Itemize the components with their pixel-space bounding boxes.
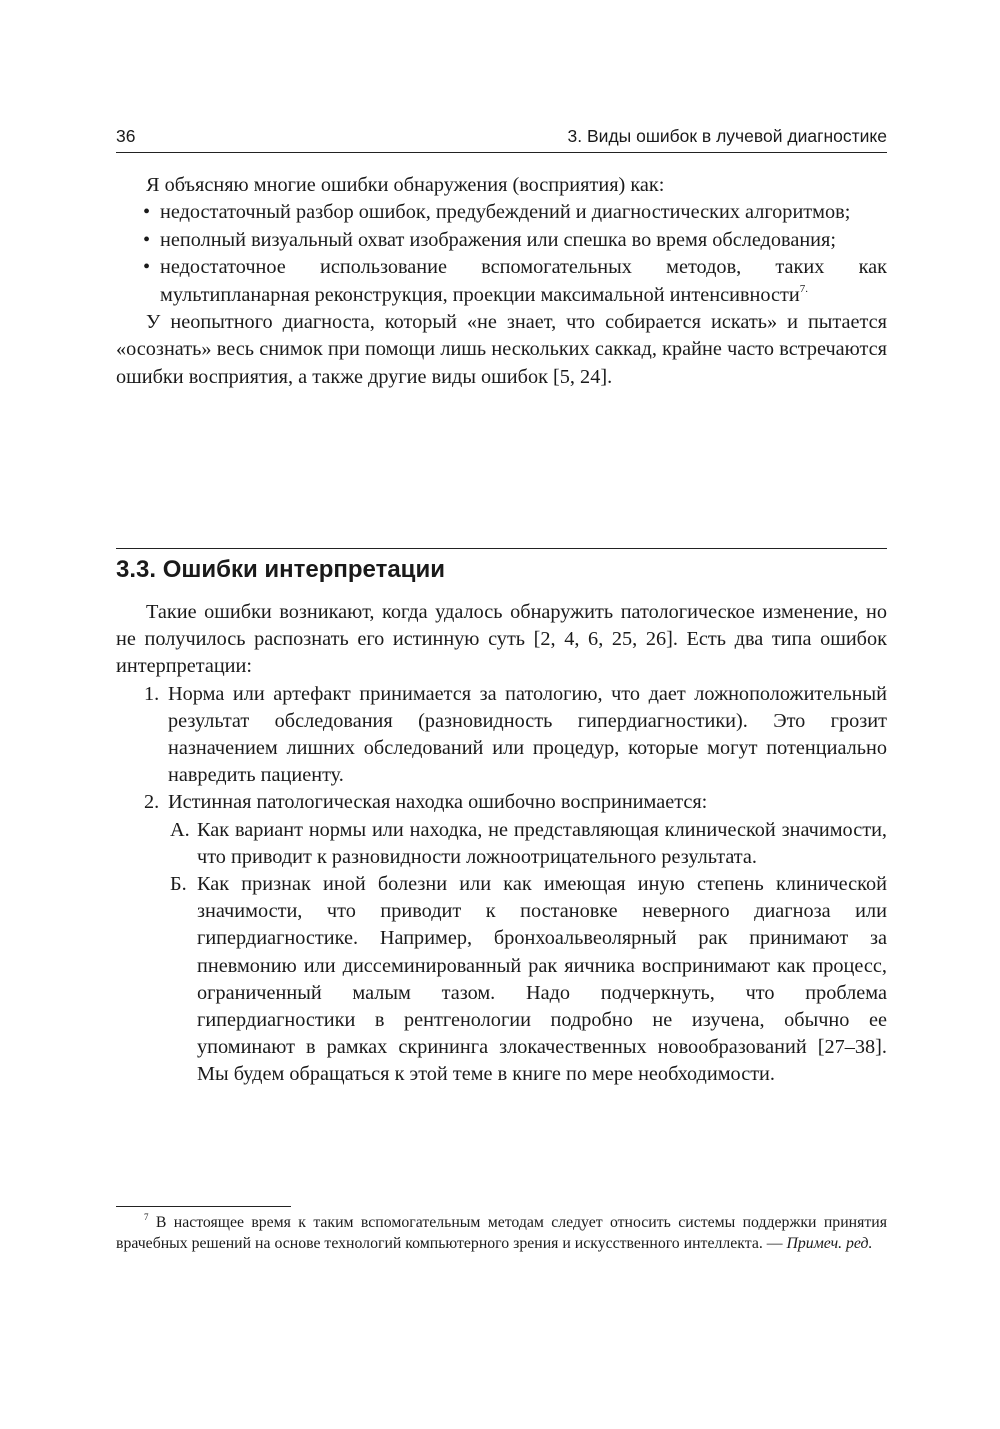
section-title: 3.3. Ошибки интерпретации (116, 556, 445, 583)
bullet-text: неполный визуальный охват изображения или спешка во время обследования; (160, 228, 836, 251)
footnote-reference[interactable]: 7. (799, 282, 808, 295)
section-body (116, 599, 887, 1089)
item-number: 2. (144, 791, 160, 814)
footnote-editor-note: Примеч. ред. (786, 1234, 873, 1252)
item-number: 1. (144, 682, 160, 705)
list-item (168, 817, 887, 871)
page-header (116, 122, 887, 153)
list-item (168, 871, 887, 1089)
subitem-text: Как признак иной болезни или как имеющая иную степень клинической значимости, что приводит к постановке неверного диагноза или гипердиагностике. Например, бронхоальвеолярный рак принимают за пневмонию или диссеминированный рак яичника воспринимают как процесс, ограниченный малым тазом. Надо подчеркнуть, что проблема гипердиагностики в рентгенологии подробно не изучена, обычно ее упоминают в рамках скрининга злокачественных новообразований [27–38]. Мы будем обращаться к этой теме в книге по мере необходимости. (197, 873, 887, 1086)
footnote-divider (116, 1206, 291, 1207)
bullet-mark: • (143, 228, 151, 251)
bullet-mark: • (143, 201, 151, 224)
list-item (116, 199, 887, 226)
page-number: 36 (116, 126, 136, 146)
bullet-list (116, 199, 887, 309)
bullet-mark: • (143, 256, 151, 279)
running-title: 3. Виды ошибок в лучевой диагностике (567, 126, 887, 146)
section-heading-block (116, 548, 887, 586)
subitem-text: Как вариант нормы или находка, не представляющая клинической значимости, что приводит к разновидности ложноотрицательного результата. (197, 818, 887, 868)
footnote-marker: 7 (144, 1212, 149, 1222)
footnote (116, 1213, 887, 1254)
lettered-sublist (168, 817, 887, 1089)
list-item (116, 227, 887, 254)
item-text: Истинная патологическая находка ошибочно воспринимается: (168, 791, 708, 814)
list-item (116, 254, 887, 309)
item-text: Норма или артефакт принимается за патологию, что дает ложноположительный результат обследования (разновидность гипердиагностики). Это грозит назначением лишних обследований или процедур, которые могут потенциально навредить пациенту. (168, 682, 887, 787)
bullet-text: недостаточный разбор ошибок, предубеждений и диагностических алгоритмов; (160, 201, 851, 224)
item-letter: А. (170, 818, 190, 841)
intro-block (116, 172, 887, 391)
item-letter: Б. (170, 873, 187, 896)
list-item (116, 681, 887, 790)
bullet-text: недостаточное использование вспомогательных методов, таких как мультипланарная реконструкция, проекции максимальной интенсивности (160, 256, 887, 306)
section-paragraph: Такие ошибки возникают, когда удалось обнаружить патологическое изменение, но не получилось распознать его истинную суть [2, 4, 6, 25, 26]. Есть два типа ошибок интерпретации: (116, 601, 887, 678)
list-item (116, 789, 887, 1088)
intro-lead: Я объясняю многие ошибки обнаружения (восприятия) как: (146, 174, 665, 196)
intro-paragraph: У неопытного диагноста, который «не знает, что собирается искать» и пытается «осознать» весь снимок при помощи лишь нескольких саккад, крайне часто встречаются ошибки восприятия, а также другие виды ошибок [5, 24]. (116, 311, 887, 388)
footnote-text: В настоящее время к таким вспомогательным методам следует относить системы поддержки принятия врачебных решений на основе технологий компьютерного зрения и искусственного интеллекта. — (116, 1214, 887, 1252)
numbered-list (116, 681, 887, 1089)
